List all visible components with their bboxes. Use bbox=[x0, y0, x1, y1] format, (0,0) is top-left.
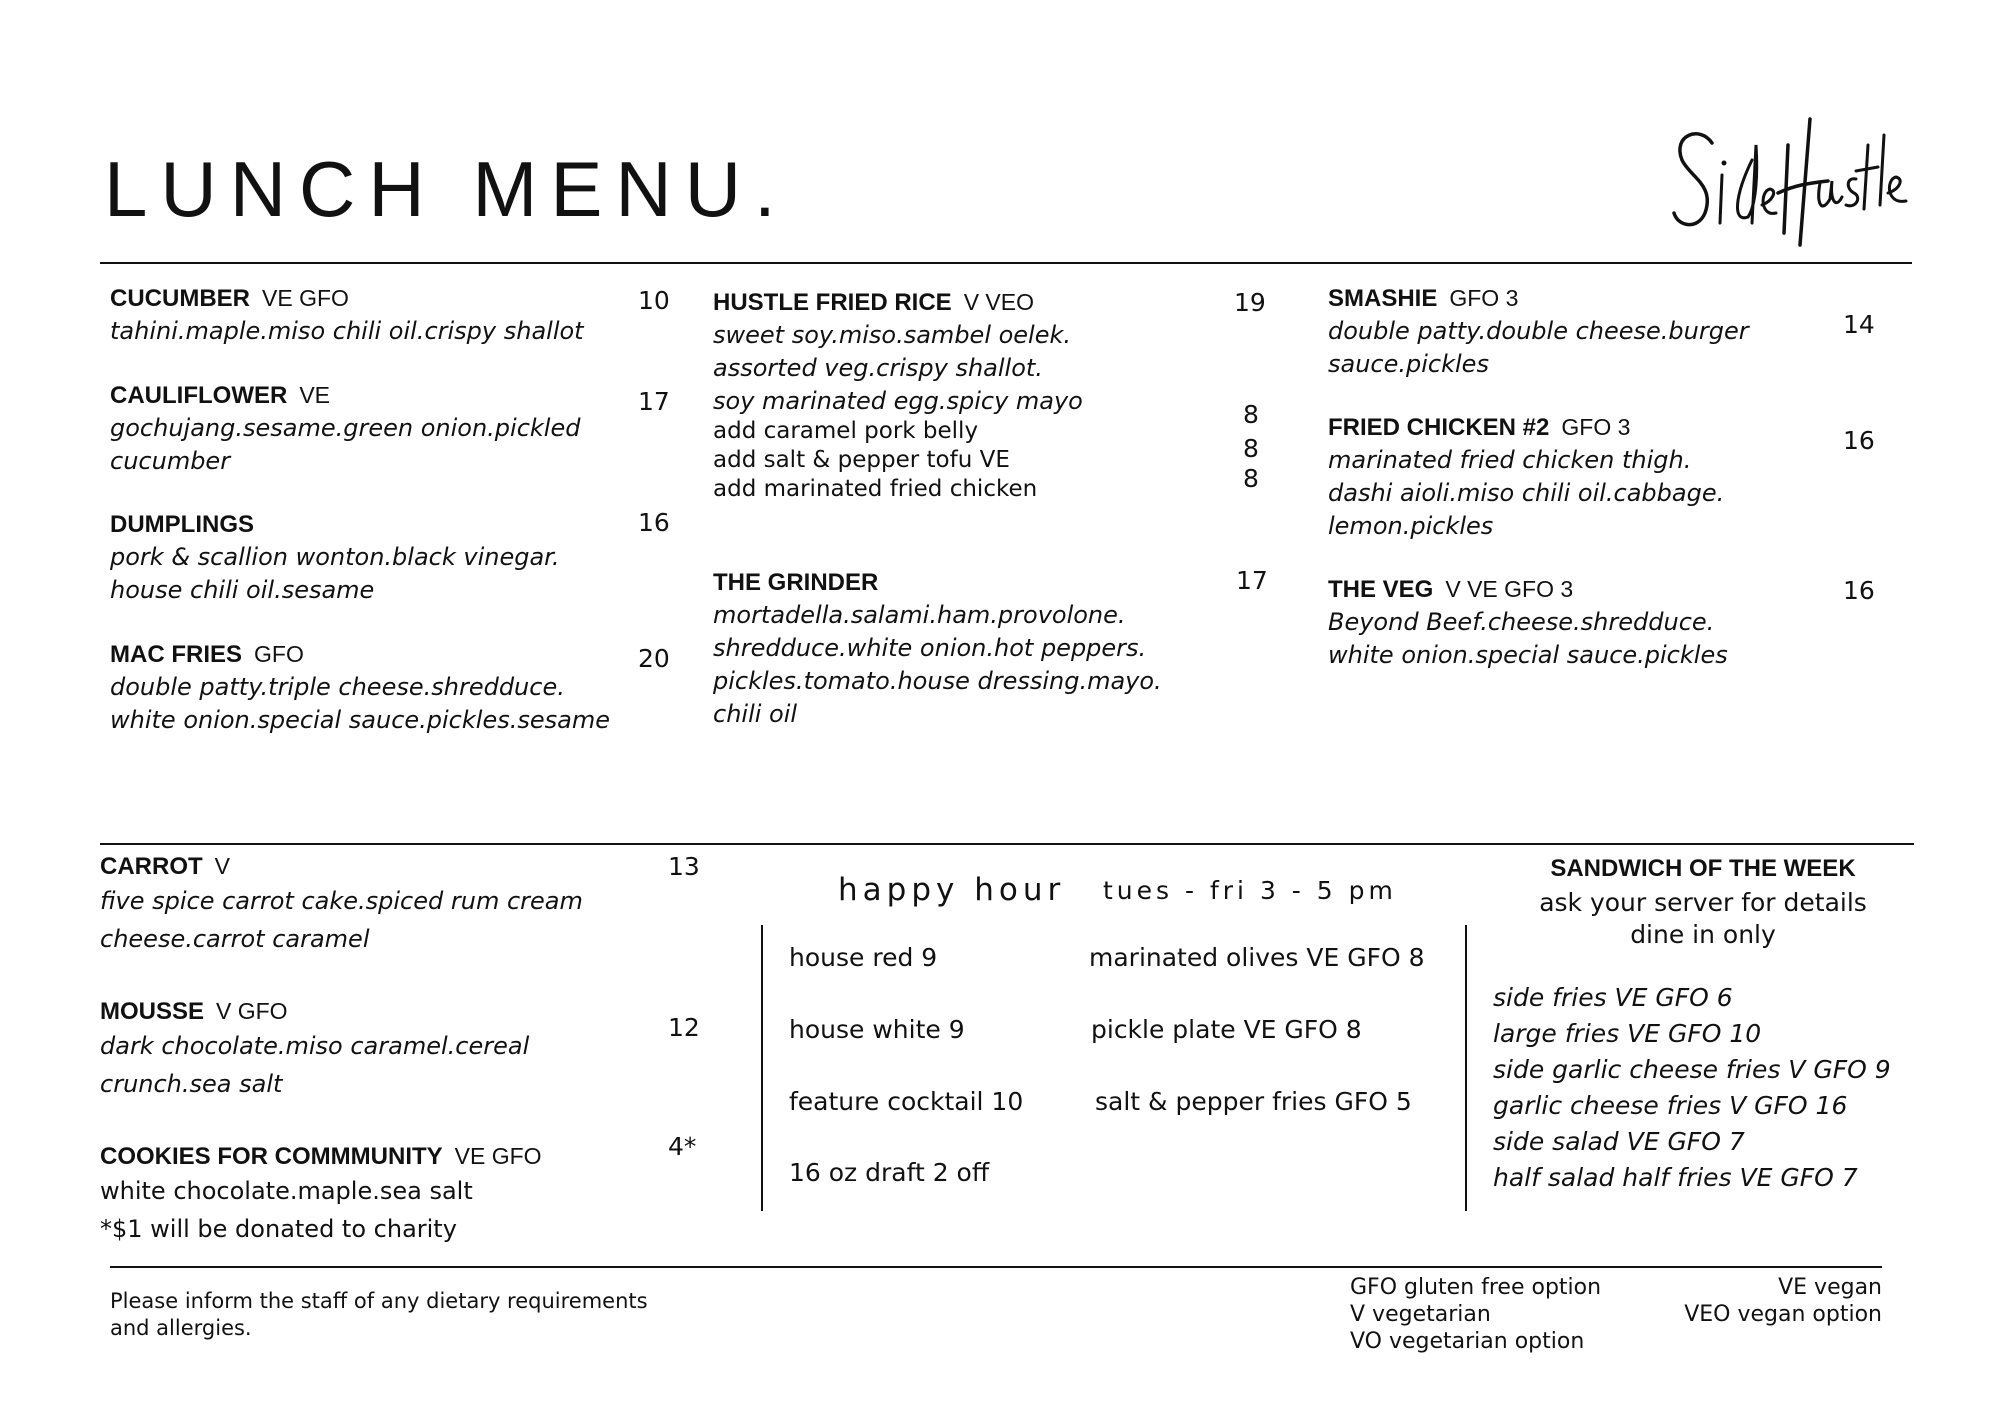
addon-item: add marinated fried chicken bbox=[713, 476, 1038, 502]
item-desc: white onion.special sauce.pickles.sesame bbox=[110, 706, 610, 734]
legend-entry: GFO gluten free option bbox=[1350, 1275, 1602, 1300]
happy-hour-left-divider bbox=[761, 925, 763, 1211]
side-item: side fries VE GFO 6 bbox=[1493, 983, 1733, 1012]
item-tags: VE bbox=[299, 382, 330, 408]
side-item: half salad half fries VE GFO 7 bbox=[1493, 1163, 1858, 1192]
menu-item-smashie bbox=[1328, 284, 1848, 380]
sandwich-details: ask your server for details bbox=[1539, 888, 1867, 917]
item-name: CARROT bbox=[100, 853, 203, 880]
side-hustle-logo bbox=[1660, 105, 1910, 255]
item-desc: Beyond Beef.cheese.shredduce. bbox=[1328, 608, 1715, 636]
item-desc: *$1 will be donated to charity bbox=[100, 1215, 457, 1243]
item-desc: cucumber bbox=[110, 447, 231, 475]
happy-hour-snack: salt & pepper fries GFO 5 bbox=[1095, 1087, 1412, 1116]
item-tags: V VEO bbox=[963, 289, 1034, 315]
item-price: 16 bbox=[638, 508, 670, 537]
item-tags: V GFO bbox=[216, 998, 288, 1024]
item-price: 14 bbox=[1843, 310, 1875, 339]
item-desc: double patty.triple cheese.shredduce. bbox=[110, 673, 565, 701]
item-name: MOUSSE bbox=[100, 998, 205, 1025]
item-desc: lemon.pickles bbox=[1328, 512, 1494, 540]
item-tags: GFO 3 bbox=[1449, 285, 1519, 311]
sides-list bbox=[1493, 980, 1891, 1196]
item-price: 12 bbox=[668, 1013, 700, 1042]
legend-entry: VE vegan bbox=[1778, 1275, 1882, 1300]
side-item: side salad VE GFO 7 bbox=[1493, 1127, 1745, 1156]
item-name: FRIED CHICKEN #2 bbox=[1328, 414, 1550, 441]
menu-item-mac-fries bbox=[110, 640, 690, 736]
dietary-legend-left bbox=[1350, 1274, 1601, 1355]
menu-item-hustle-fried-rice bbox=[713, 288, 1273, 504]
happy-hour-snack: marinated olives VE GFO 8 bbox=[1089, 943, 1425, 972]
addon-item: add caramel pork belly bbox=[713, 418, 979, 444]
item-name: THE VEG bbox=[1328, 576, 1434, 603]
item-desc: tahini.maple.miso chili oil.crispy shallot bbox=[110, 317, 584, 345]
item-price: 13 bbox=[668, 852, 700, 881]
item-desc: mortadella.salami.ham.provolone. bbox=[713, 601, 1126, 629]
item-name: CAULIFLOWER bbox=[110, 382, 288, 409]
item-desc: soy marinated egg.spicy mayo bbox=[713, 387, 1083, 415]
addon-price: 8 bbox=[1243, 464, 1259, 493]
happy-hour-snack: pickle plate VE GFO 8 bbox=[1091, 1015, 1362, 1044]
addon-price: 8 bbox=[1243, 400, 1259, 429]
happy-hour-drink: feature cocktail 10 bbox=[789, 1087, 1024, 1116]
menu-item-the-veg bbox=[1328, 575, 1848, 671]
item-desc: pickles.tomato.house dressing.mayo. bbox=[713, 667, 1162, 695]
happy-hour-times: tues - fri 3 - 5 pm bbox=[1103, 876, 1397, 905]
item-name: COOKIES FOR COMMMUNITY bbox=[100, 1143, 443, 1170]
sandwich-dine-in: dine in only bbox=[1630, 920, 1776, 949]
item-tags: VE GFO bbox=[454, 1143, 542, 1169]
item-desc: dashi aioli.miso chili oil.cabbage. bbox=[1328, 479, 1725, 507]
item-tags: V bbox=[214, 853, 230, 879]
happy-hour-title: happy hour bbox=[838, 872, 1066, 908]
item-price: 16 bbox=[1843, 426, 1875, 455]
item-name: CUCUMBER bbox=[110, 285, 250, 312]
item-desc: white chocolate.maple.sea salt bbox=[100, 1177, 473, 1205]
section-divider bbox=[100, 843, 1914, 845]
menu-item-dumplings bbox=[110, 510, 670, 606]
item-desc: dark chocolate.miso caramel.cereal bbox=[100, 1032, 530, 1060]
side-item: side garlic cheese fries V GFO 9 bbox=[1493, 1055, 1891, 1084]
happy-hour-right-divider bbox=[1465, 925, 1467, 1211]
item-desc: chili oil bbox=[713, 700, 798, 728]
item-tags: V VE GFO 3 bbox=[1445, 576, 1574, 602]
happy-hour-drink: 16 oz draft 2 off bbox=[789, 1158, 990, 1187]
allergy-note bbox=[110, 1288, 648, 1342]
item-name: HUSTLE FRIED RICE bbox=[713, 289, 952, 316]
item-price: 17 bbox=[638, 387, 670, 416]
dietary-legend-right bbox=[1620, 1274, 1882, 1328]
item-desc: double patty.double cheese.burger bbox=[1328, 317, 1749, 345]
item-price: 10 bbox=[638, 286, 670, 315]
item-desc: marinated fried chicken thigh. bbox=[1328, 446, 1692, 474]
happy-hour-drink: house red 9 bbox=[789, 943, 938, 972]
menu-item-cucumber bbox=[110, 284, 670, 347]
menu-item-carrot bbox=[100, 852, 720, 958]
item-price: 17 bbox=[1236, 566, 1268, 595]
legend-entry: VO vegetarian option bbox=[1350, 1329, 1585, 1354]
menu-item-cookies-for-community bbox=[100, 1142, 720, 1248]
addon-price: 8 bbox=[1243, 434, 1259, 463]
item-name: THE GRINDER bbox=[713, 569, 879, 596]
item-desc: pork & scallion wonton.black vinegar. bbox=[110, 543, 560, 571]
menu-item-fried-chicken bbox=[1328, 413, 1848, 542]
item-name: SMASHIE bbox=[1328, 285, 1438, 312]
item-desc: shredduce.white onion.hot peppers. bbox=[713, 634, 1147, 662]
happy-hour-drink: house white 9 bbox=[789, 1015, 965, 1044]
footer-divider bbox=[110, 1266, 1882, 1268]
menu-item-mousse bbox=[100, 997, 720, 1103]
side-item: large fries VE GFO 10 bbox=[1493, 1019, 1762, 1048]
item-name: DUMPLINGS bbox=[110, 511, 254, 538]
item-tags: VE GFO bbox=[262, 285, 349, 311]
legend-entry: V vegetarian bbox=[1350, 1302, 1491, 1327]
item-name: MAC FRIES bbox=[110, 641, 242, 668]
item-desc: assorted veg.crispy shallot. bbox=[713, 354, 1043, 382]
menu-item-the-grinder bbox=[713, 568, 1273, 730]
allergy-note-line: and allergies. bbox=[110, 1316, 252, 1340]
item-desc: crunch.sea salt bbox=[100, 1070, 283, 1098]
item-desc: gochujang.sesame.green onion.pickled bbox=[110, 414, 581, 442]
side-item: garlic cheese fries V GFO 16 bbox=[1493, 1091, 1848, 1120]
item-desc: five spice carrot cake.spiced rum cream bbox=[100, 887, 583, 915]
item-price: 19 bbox=[1234, 288, 1266, 317]
item-tags: GFO bbox=[254, 641, 304, 667]
menu-item-cauliflower bbox=[110, 381, 670, 477]
allergy-note-line: Please inform the staff of any dietary requirements bbox=[110, 1289, 648, 1313]
item-desc: house chili oil.sesame bbox=[110, 576, 375, 604]
item-price: 20 bbox=[638, 644, 670, 673]
item-tags: GFO 3 bbox=[1561, 414, 1631, 440]
item-desc: sauce.pickles bbox=[1328, 350, 1489, 378]
item-desc: white onion.special sauce.pickles bbox=[1328, 641, 1728, 669]
legend-entry: VEO vegan option bbox=[1684, 1302, 1882, 1327]
item-price: 4* bbox=[668, 1132, 697, 1161]
addon-item: add salt & pepper tofu VE bbox=[713, 447, 1010, 473]
item-desc: cheese.carrot caramel bbox=[100, 925, 370, 953]
sandwich-title: SANDWICH OF THE WEEK bbox=[1550, 855, 1856, 882]
page-title: LUNCH MENU. bbox=[104, 145, 789, 233]
header-divider bbox=[100, 262, 1912, 264]
item-desc: sweet soy.miso.sambel oelek. bbox=[713, 321, 1072, 349]
item-price: 16 bbox=[1843, 576, 1875, 605]
sandwich-of-the-week bbox=[1503, 855, 1903, 951]
